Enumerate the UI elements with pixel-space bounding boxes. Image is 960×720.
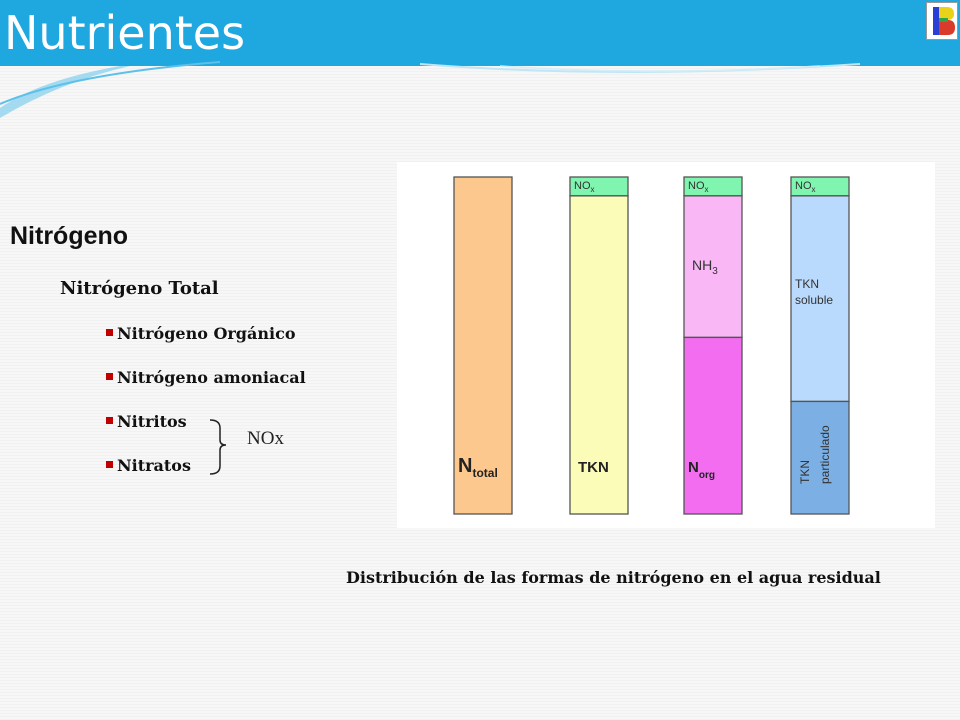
segment-label: $NH_3$ bbox=[692, 256, 718, 277]
brace-icon bbox=[208, 418, 232, 476]
nitrogen-diagram bbox=[397, 162, 935, 528]
list-item: Nitritos bbox=[106, 412, 187, 431]
nox-label: NOx bbox=[247, 428, 284, 449]
figure-caption: Distribución de las formas de nitrógeno en el agua residual bbox=[346, 568, 881, 587]
logo-icon bbox=[926, 2, 958, 40]
header-swoosh bbox=[0, 60, 960, 120]
title-bar bbox=[0, 0, 960, 66]
segment-label: $NO_x$ bbox=[574, 180, 595, 194]
segment-label: TKN bbox=[578, 459, 609, 476]
list-item: Nitratos bbox=[106, 456, 191, 475]
bullet-square-icon bbox=[106, 461, 113, 468]
list-item: Nitrógeno amoniacal bbox=[106, 368, 306, 387]
segment-label: soluble bbox=[795, 292, 834, 307]
segment-label: $N_{org}$ bbox=[688, 459, 715, 481]
bullet-square-icon bbox=[106, 329, 113, 336]
column-segment bbox=[684, 337, 742, 514]
segment-label: TKN bbox=[798, 460, 812, 484]
segment-label: $N_{total}$ bbox=[458, 455, 498, 480]
segment-label: $NO_x$ bbox=[688, 180, 709, 194]
bullet-square-icon bbox=[106, 373, 113, 380]
segment-label: TKN bbox=[795, 276, 819, 291]
segment-label: particulado bbox=[818, 425, 832, 484]
diagram-canvas bbox=[397, 162, 935, 528]
list-item: Nitrógeno Orgánico bbox=[106, 324, 295, 343]
bullet-square-icon bbox=[106, 417, 113, 424]
slide-title: Nutrientes bbox=[4, 6, 246, 60]
subheading: Nitrógeno Total bbox=[60, 278, 219, 299]
segment-label: $NO_x$ bbox=[795, 180, 816, 194]
section-heading: Nitrógeno bbox=[10, 222, 129, 250]
